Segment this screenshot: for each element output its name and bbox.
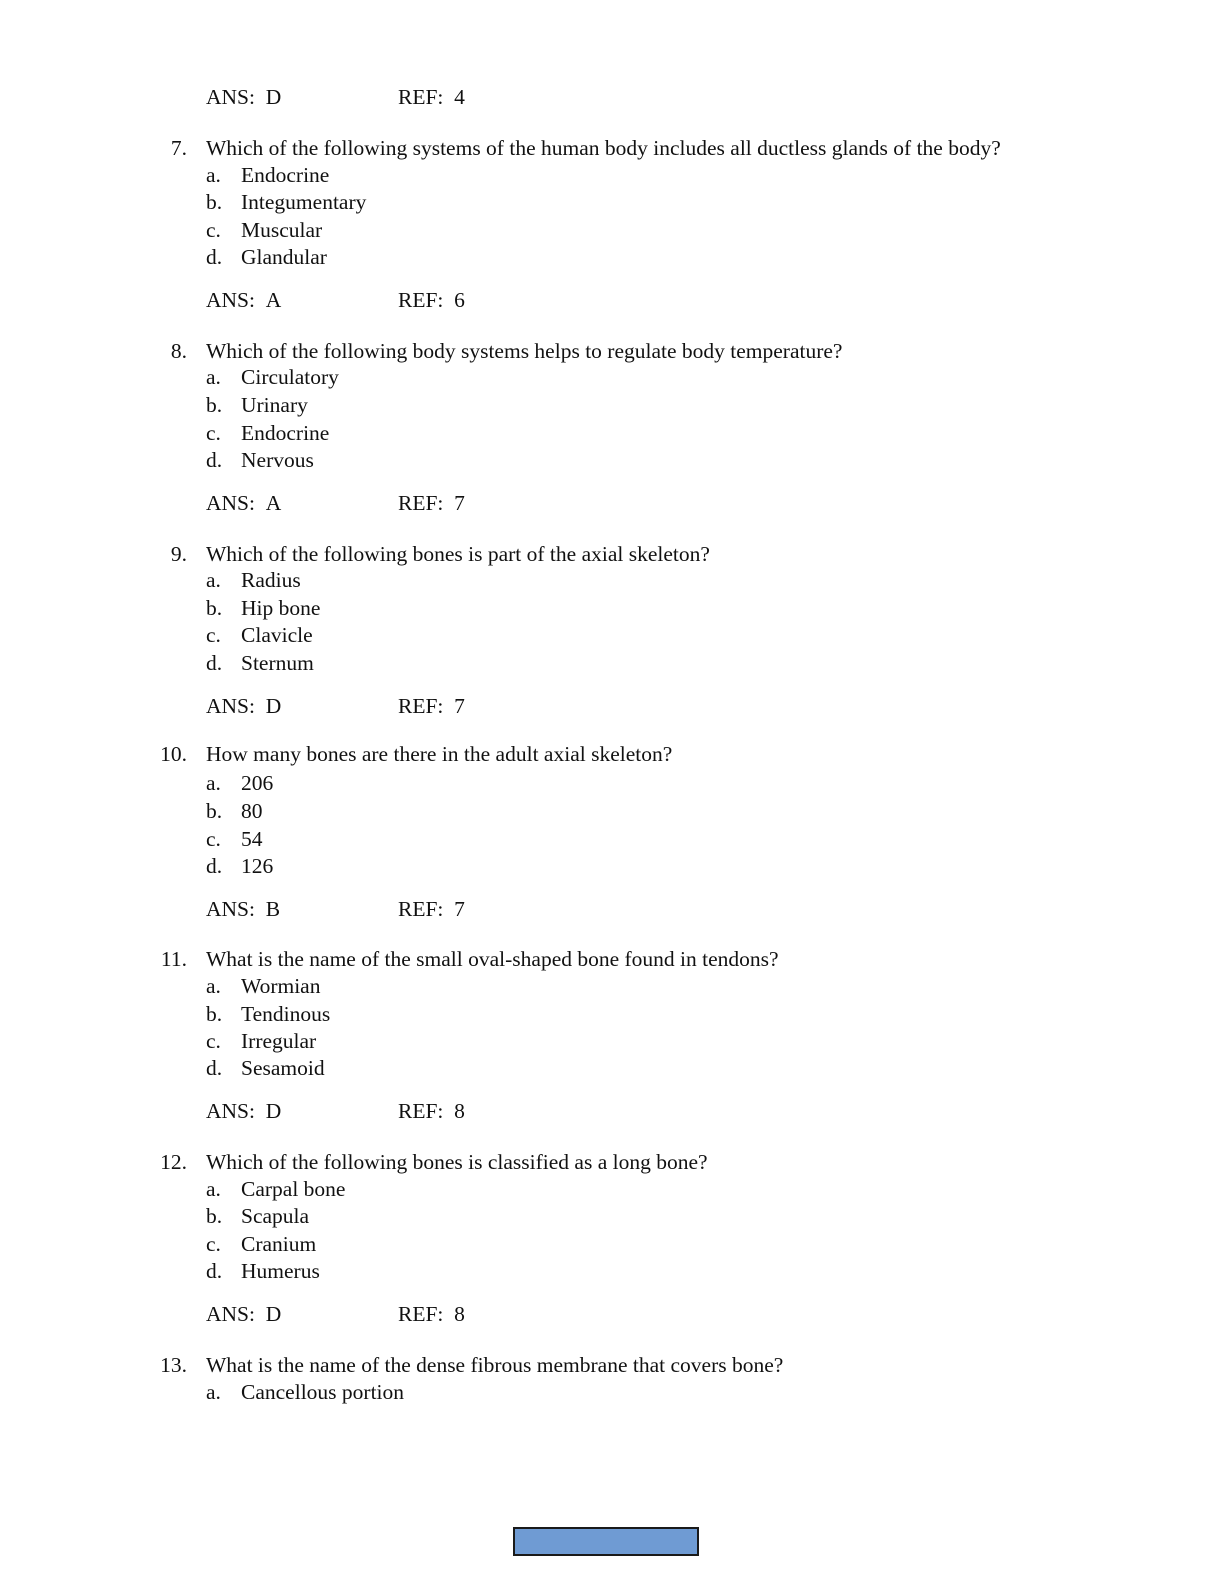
- option-item: [0, 976, 1224, 1000]
- option-letter: a.: [206, 163, 221, 187]
- option-item: [0, 192, 1224, 216]
- option-letter: a.: [206, 974, 221, 998]
- reference-value: 7: [454, 694, 465, 718]
- option-item: [0, 423, 1224, 447]
- option-text: Humerus: [241, 1259, 320, 1283]
- option-letter: c.: [206, 1232, 221, 1256]
- option-item: [0, 367, 1224, 391]
- option-letter: d.: [206, 245, 223, 269]
- reference-value: 8: [454, 1099, 465, 1123]
- reference-value: 4: [454, 85, 465, 109]
- answer-line: [0, 290, 1224, 314]
- reference-label: REF: 8: [398, 1302, 465, 1326]
- option-letter: b.: [206, 393, 223, 417]
- answer-value: A: [265, 288, 282, 312]
- answer-label: ANS: D: [206, 1099, 282, 1123]
- reference-label: REF: 7: [398, 491, 465, 515]
- reference-value: 6: [454, 288, 465, 312]
- option-item: [0, 1382, 1224, 1406]
- question-line: [0, 138, 1224, 162]
- answer-value: D: [265, 694, 282, 718]
- reference-value: 8: [454, 1302, 465, 1326]
- question-line: [0, 949, 1224, 973]
- option-item: [0, 1179, 1224, 1203]
- answer-value: B: [265, 897, 281, 921]
- option-text: Radius: [241, 568, 301, 592]
- option-text: Irregular: [241, 1029, 317, 1053]
- answer-line: [0, 493, 1224, 517]
- question-text: How many bones are there in the adult axial skeleton?: [206, 742, 673, 766]
- option-item: [0, 829, 1224, 853]
- option-text: 54: [241, 827, 263, 851]
- option-item: [0, 165, 1224, 189]
- option-item: [0, 220, 1224, 244]
- reference-value: 7: [454, 491, 465, 515]
- option-item: [0, 1206, 1224, 1230]
- question-number: 7.: [170, 136, 187, 160]
- option-letter: b.: [206, 799, 223, 823]
- option-text: Endocrine: [241, 421, 330, 445]
- option-text: Glandular: [241, 245, 327, 269]
- question-text: Which of the following systems of the human body includes all ductless glands of the body?: [206, 136, 1001, 160]
- reference-label: REF: 7: [398, 694, 465, 718]
- reference-label: REF: 7: [398, 897, 465, 921]
- option-text: 206: [241, 771, 274, 795]
- answer-value: A: [265, 491, 282, 515]
- answer-line-q6: [0, 87, 1224, 111]
- option-text: Carpal bone: [241, 1177, 346, 1201]
- option-letter: a.: [206, 771, 221, 795]
- answer-label: ANS: D: [206, 694, 282, 718]
- option-letter: b.: [206, 1002, 223, 1026]
- option-letter: c.: [206, 827, 221, 851]
- option-text: Sesamoid: [241, 1056, 325, 1080]
- option-item: [0, 395, 1224, 419]
- option-text: Urinary: [241, 393, 308, 417]
- answer-value: D: [265, 85, 282, 109]
- option-letter: b.: [206, 1204, 223, 1228]
- question-text: Which of the following body systems helps to regulate body temperature?: [206, 339, 843, 363]
- answer-label: ANS: D: [206, 85, 282, 109]
- option-item: [0, 856, 1224, 880]
- question-number: 13.: [160, 1353, 187, 1377]
- question-line: [0, 744, 1224, 768]
- answer-line: [0, 1304, 1224, 1328]
- option-letter: c.: [206, 623, 221, 647]
- answer-line: [0, 899, 1224, 923]
- option-letter: a.: [206, 568, 221, 592]
- option-item: [0, 773, 1224, 797]
- option-letter: d.: [206, 1056, 223, 1080]
- option-item: [0, 450, 1224, 474]
- option-letter: a.: [206, 1177, 221, 1201]
- option-text: Clavicle: [241, 623, 313, 647]
- reference-value: 7: [454, 897, 465, 921]
- answer-label: ANS: A: [206, 491, 282, 515]
- question-line: [0, 544, 1224, 568]
- answer-value: D: [265, 1099, 282, 1123]
- reference-label: REF: 8: [398, 1099, 465, 1123]
- option-text: 80: [241, 799, 263, 823]
- reference-label: REF: 6: [398, 288, 465, 312]
- option-letter: b.: [206, 596, 223, 620]
- question-number: 9.: [170, 542, 187, 566]
- option-letter: c.: [206, 218, 221, 242]
- option-text: Hip bone: [241, 596, 321, 620]
- reference-label: REF: 4: [398, 85, 465, 109]
- option-text: Nervous: [241, 448, 314, 472]
- option-item: [0, 570, 1224, 594]
- question-number: 10.: [160, 742, 187, 766]
- option-item: [0, 801, 1224, 825]
- question-number: 12.: [160, 1150, 187, 1174]
- option-text: Tendinous: [241, 1002, 331, 1026]
- option-item: [0, 653, 1224, 677]
- option-text: Sternum: [241, 651, 314, 675]
- question-number: 11.: [160, 947, 187, 971]
- option-item: [0, 1058, 1224, 1082]
- option-letter: d.: [206, 1259, 223, 1283]
- option-letter: d.: [206, 651, 223, 675]
- option-letter: d.: [206, 448, 223, 472]
- answer-label: ANS: D: [206, 1302, 282, 1326]
- option-item: [0, 1004, 1224, 1028]
- option-item: [0, 247, 1224, 271]
- option-item: [0, 625, 1224, 649]
- option-item: [0, 1031, 1224, 1055]
- option-text: Muscular: [241, 218, 323, 242]
- option-text: Cranium: [241, 1232, 317, 1256]
- option-item: [0, 1261, 1224, 1285]
- option-letter: a.: [206, 365, 221, 389]
- question-line: [0, 341, 1224, 365]
- question-text: Which of the following bones is part of the axial skeleton?: [206, 542, 710, 566]
- question-line: [0, 1355, 1224, 1379]
- option-letter: b.: [206, 190, 223, 214]
- option-text: 126: [241, 854, 274, 878]
- answer-label: ANS: B: [206, 897, 281, 921]
- option-text: Circulatory: [241, 365, 339, 389]
- option-text: Endocrine: [241, 163, 330, 187]
- option-letter: c.: [206, 1029, 221, 1053]
- answer-value: D: [265, 1302, 282, 1326]
- option-text: Wormian: [241, 974, 321, 998]
- option-text: Scapula: [241, 1204, 310, 1228]
- option-text: Integumentary: [241, 190, 367, 214]
- answer-line: [0, 1101, 1224, 1125]
- question-text: What is the name of the small oval-shaped bone found in tendons?: [206, 947, 779, 971]
- option-letter: c.: [206, 421, 221, 445]
- question-line: [0, 1152, 1224, 1176]
- question-number: 8.: [170, 339, 187, 363]
- option-letter: a.: [206, 1380, 221, 1404]
- answer-label: ANS: A: [206, 288, 282, 312]
- option-text: Cancellous portion: [241, 1380, 405, 1404]
- answer-line: [0, 696, 1224, 720]
- footer-page-box: [513, 1527, 699, 1556]
- question-text: What is the name of the dense fibrous membrane that covers bone?: [206, 1353, 784, 1377]
- question-text: Which of the following bones is classified as a long bone?: [206, 1150, 708, 1174]
- option-item: [0, 1234, 1224, 1258]
- option-item: [0, 598, 1224, 622]
- option-letter: d.: [206, 854, 223, 878]
